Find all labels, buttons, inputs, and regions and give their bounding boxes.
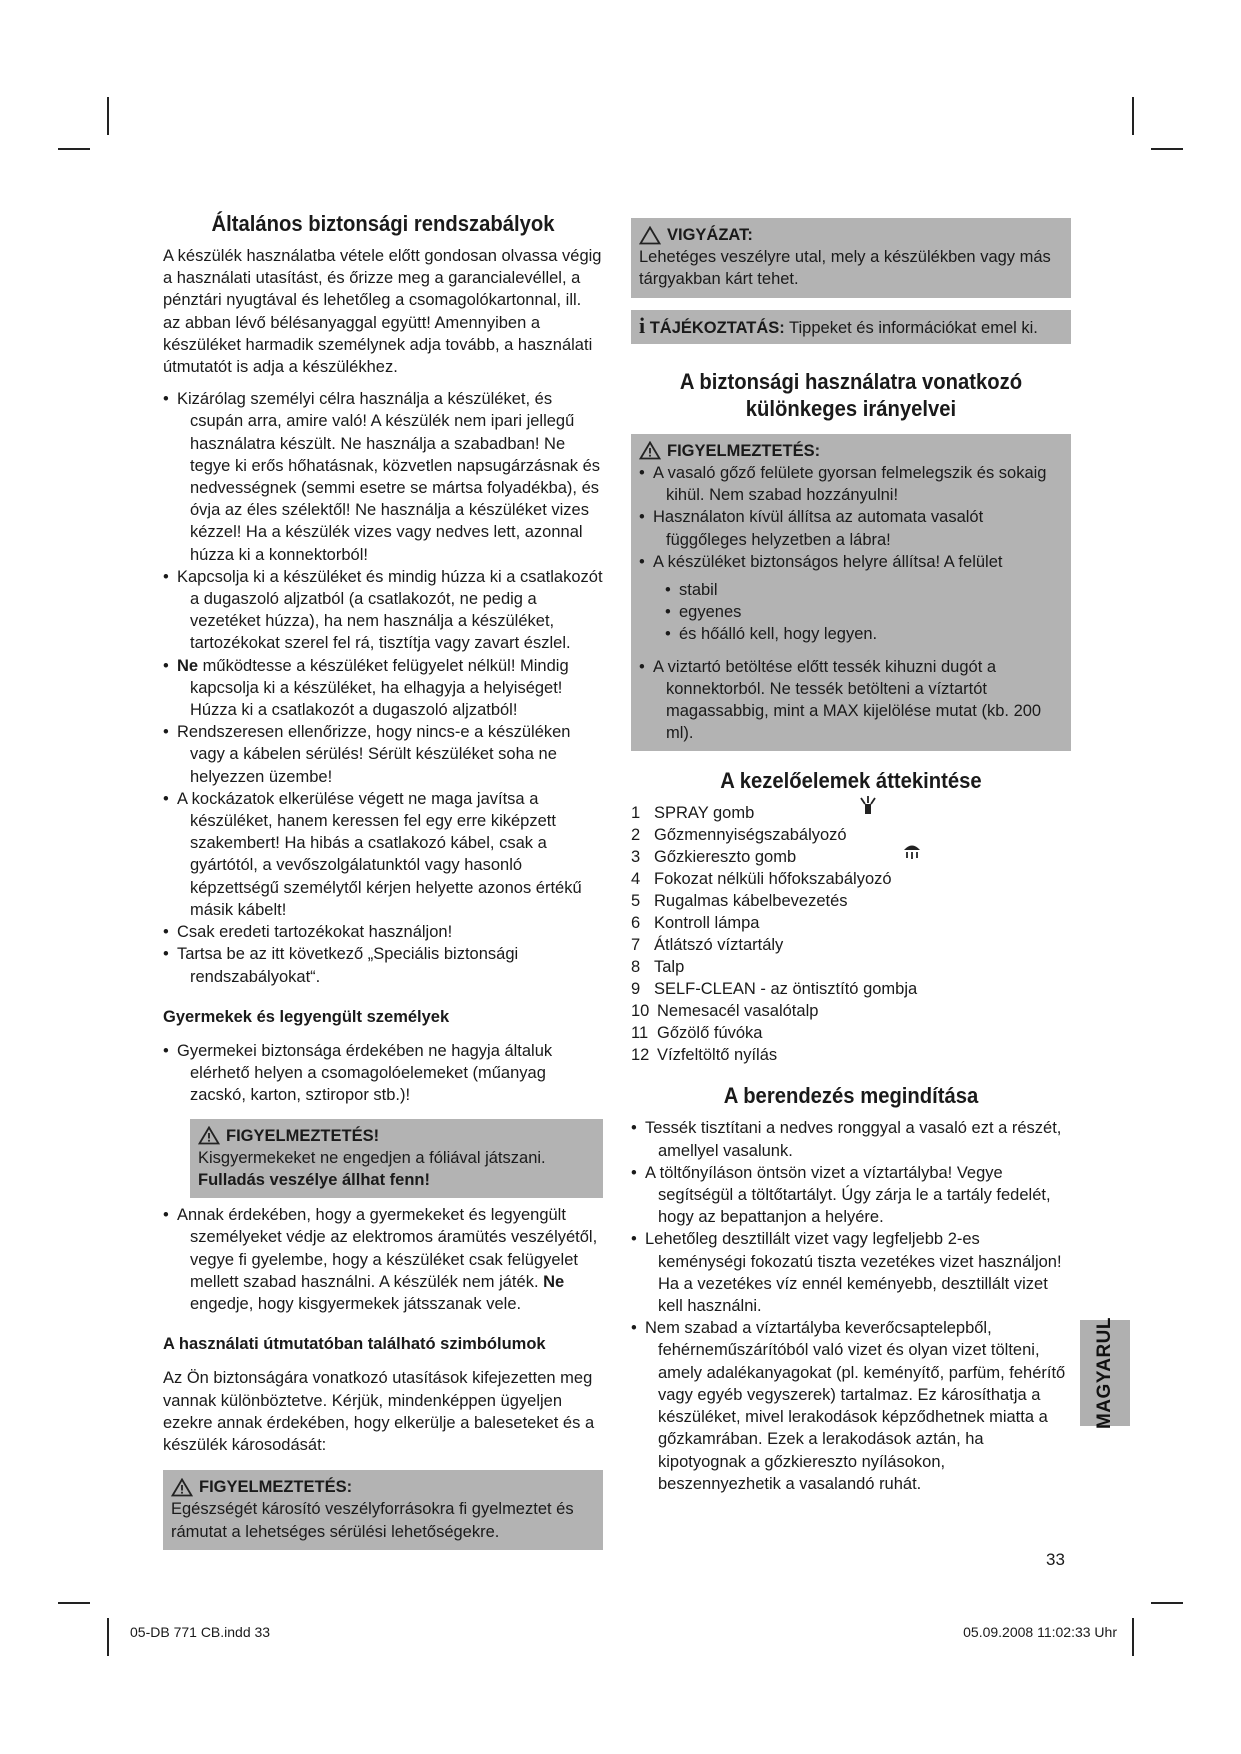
list-item: • A viztartó betöltése előtt tessék kihuzni dugót a konnektorból. Ne tessék betölteni a víztartót magassabbig, mint a MAX kijelölése mutat (kb. 200 ml). [639, 656, 1063, 745]
legend-item: 2 Gőzmennyiségszabályozó [631, 826, 847, 845]
crop-mark [1132, 97, 1134, 135]
caution-text: Lehetéges veszélyre utal, mely a készülékben vagy más tárgyakban kárt tehet. [639, 248, 1051, 289]
special-safety-title: A biztonsági használatra vonatkozó különkeges irányelvei [679, 368, 1023, 421]
bold-ne: Ne [177, 656, 199, 675]
legend-item: 11 Gőzölő fúvóka [631, 1024, 763, 1043]
left-column [163, 210, 603, 1550]
list-item: • Tessék tisztítani a nedves ronggyal a vasaló ezt a részét, amellyel vasalunk. [631, 1117, 1071, 1161]
legend-item: 12 Vízfeltöltő nyílás [631, 1046, 778, 1065]
info-icon: i [639, 312, 646, 338]
controls-legend [631, 802, 1071, 1066]
steam-shot-icon [902, 842, 922, 860]
surface-requirements-list [665, 579, 1063, 646]
legend-item: 7 Átlátszó víztartály [631, 936, 784, 955]
warning-title: FIGYELMEZTETÉS: [639, 440, 1063, 462]
children-list [163, 1040, 603, 1107]
list-item: • Nem szabad a víztartályba keverőcsaptelepből, fehérneműszárítóból való vizet és olyan vizet tölteni, amely adalékanyagokat (pl. keményítő, parfüm, fehérítő vagy egyéb vegyszerek) tartalmaz. Ez károsíthatja a készüléket, mivel lerakodások képződhetnek miatta a gőzkamrában. Ezek a lerakodások aztán, ha kipotyognak a gőzkiereszto nyílásokon, beszennyezhetik a vasalandó ruhát. [631, 1317, 1071, 1495]
child-warning-box [190, 1119, 603, 1199]
crop-mark [1151, 1602, 1183, 1604]
special-warning-list [639, 462, 1063, 573]
list-item: • stabil [665, 579, 1063, 601]
footer-file-info: 05-DB 771 CB.indd 33 [130, 1624, 271, 1640]
list-item: • Gyermekei biztonsága érdekében ne hagyja általuk elérhető helyen a csomagolóelemeket (műanyag zacskó, karton, sztiropor stb.)! [163, 1040, 603, 1107]
warning-text: Egészségét károsító veszélyforrásokra fi gyelmeztet és rámutat a lehetséges sérülési lehetőségekre. [171, 1500, 574, 1541]
warning-triangle-icon [171, 1478, 193, 1497]
controls-title: A kezelőelemek áttekintése [720, 768, 982, 794]
legend-item: 9 SELF-CLEAN - az öntisztító gombja [631, 980, 918, 999]
crop-mark [107, 1618, 109, 1656]
language-tab: MAGYARUL [1080, 1320, 1130, 1426]
children-heading: Gyermekek és legyengült személyek [163, 1007, 450, 1026]
info-text: Tippeket és információkat emel ki. [784, 318, 1038, 337]
info-box [631, 310, 1071, 344]
list-item: • Csak eredeti tartozékokat használjon! [163, 921, 603, 943]
legend-item: 1 SPRAY gomb [631, 804, 755, 823]
list-item: • Kapcsolja ki a készüléket és mindig húzza ki a csatlakozót a dugaszoló aljzatból (a csatlakozót, ne pedig a vezetéket húzza), ha nem használja a készüléket, tartozékokat szerel fel rá, tisztítja vagy zavart észlel. [163, 566, 603, 655]
legend-item: 8 Talp [631, 958, 685, 977]
list-item: • egyenes [665, 601, 1063, 623]
list-item: • Kizárólag személyi célra használja a készüléket, és csupán arra, amire való! A készülék nem ipari jellegű használatra készült. Ne használja a szabadban! Ne tegye ki erős hőhatásnak, közvetlen napsugárzásnak és nedvességnek (semmi esetre se mártsa folyadékba), és óvja az éles szélektől! Ne használja a készüléket vizes kézzel! Ha a készülék vizes vagy nedves lett, azonnal húzza ki a konnektorból! [163, 388, 603, 566]
symbols-paragraph: Az Ön biztonságára vonatkozó utasítások kifejezetten meg vannak különböztetve. Kérjük, mindenképpen ügyeljen ezekre annak érdekében, hogy elkerülje a baleseteket és a készülék károsodását: [163, 1369, 595, 1454]
legend-item: 10 Nemesacél vasalótalp [631, 1002, 819, 1021]
crop-mark [58, 1602, 90, 1604]
intro-paragraph: A készülék használatba vétele előtt gondosan olvassa végig a használati utasítást, és őrizze meg a garancialevéllel, a pénztári nyugtával és lehetőleg a csomagolókartonnal, ill. az abban lévő bélésanyaggal együtt! Amennyiben a készüléket harmadik személynek adja tovább, a használati útmutatót is adja a készülékhez. [163, 247, 602, 377]
crop-mark [1151, 148, 1183, 150]
startup-bullet-list [631, 1117, 1071, 1494]
warning-text: Kisgyermekeket ne engedjen a fóliával játszani. Fulladás veszélye állhat fenn! [198, 1148, 546, 1189]
legend-item: 5 Rugalmas kábelbevezetés [631, 892, 848, 911]
footer-timestamp: 05.09.2008 11:02:33 Uhr [963, 1624, 1117, 1640]
general-safety-title: Általános biztonsági rendszabályok [211, 211, 555, 236]
caution-box [631, 218, 1071, 298]
list-item: • Használaton kívül állítsa az automata vasalót függőleges helyzetben a lábra! [639, 506, 1063, 550]
children-list-2 [163, 1204, 603, 1315]
caution-title: VIGYÁZAT: [639, 224, 1063, 246]
legend-item: 4 Fokozat nélküli hőfokszabályozó [631, 870, 892, 889]
right-column [631, 210, 1071, 1495]
list-item: • A vasaló gőző felülete gyorsan felmelegszik és sokaig kihül. Nem szabad hozzányulni! [639, 462, 1063, 506]
list-item: • A töltőnyíláson öntsön vizet a víztartályba! Vegye segítségül a töltőtartályt. Úgy zárja le a tartály fedelét, hogy az bepattanjon a helyére. [631, 1162, 1071, 1229]
list-item: • A kockázatok elkerülése végett ne maga javítsa a készüléket, hanem keressen fel egy erre kiképzett szakembert! Ha hibás a csatlakozó kábel, csak a gyártótól, a vevőszolgálatunktól vagy hasonló képzettségű személytől kérjen helyette azonos értékű másik kábelt! [163, 788, 603, 921]
warning-title: FIGYELMEZTETÉS: [171, 1476, 595, 1498]
page-number: 33 [1046, 1550, 1065, 1569]
list-item: • A készüléket biztonságos helyre állítsa! A felület [639, 551, 1063, 573]
info-label: TÁJÉKOZTATÁS: [649, 318, 785, 337]
warning-triangle-icon [198, 1126, 220, 1145]
legend-item: 6 Kontroll lámpa [631, 914, 760, 933]
warning-title: FIGYELMEZTETÉS! [198, 1125, 595, 1147]
spray-icon [859, 796, 877, 816]
crop-mark [107, 97, 109, 135]
bullet-text: működtesse a készüléket felügyelet nélkül! Mindig kapcsolja ki a készüléket, ha elhagyja a helyiséget! Húzza ki a csatlakozót a dugaszoló aljzatból! [190, 656, 569, 720]
list-item: • Annak érdekében, hogy a gyermekeket és legyengült személyeket védje az elektromos áramütés veszélyétől, vegye fi gyelembe, hogy a készüléket csak felügyelet mellett szabad használni. A készülék nem játék. Ne engedje, hogy kisgyermekek játsszanak vele. [163, 1204, 603, 1315]
startup-title: A berendezés megindítása [723, 1083, 979, 1109]
crop-mark [1132, 1618, 1134, 1656]
list-item: • Tartsa be az itt következő „Speciális biztonsági rendszabályokat“. [163, 943, 603, 987]
caution-triangle-icon [639, 226, 661, 245]
symbols-heading: A használati útmutatóban található szimbólumok [163, 1335, 546, 1354]
list-item: • Lehetőleg desztillált vizet vagy legfeljebb 2-es keménységi fokozatú tiszta vezetékes vizet használjon! Ha a vezetékes víz ennél keményebb, desztillált vizet kell használni. [631, 1228, 1071, 1317]
crop-mark [58, 148, 90, 150]
list-item [163, 655, 603, 722]
list-item: • és hőálló kell, hogy legyen. [665, 623, 1063, 645]
safety-bullet-list [163, 388, 603, 987]
symbol-warning-box [163, 1470, 603, 1550]
warning-triangle-icon [639, 441, 661, 460]
legend-item: 3 Gőzkiereszto gomb [631, 848, 797, 867]
special-warning-box [631, 434, 1071, 752]
special-warning-list-2 [639, 656, 1063, 745]
list-item: • Rendszeresen ellenőrizze, hogy nincs-e a készüléken vagy a kábelen sérülés! Sérült készüléket soha ne helyezzen üzembe! [163, 721, 603, 788]
